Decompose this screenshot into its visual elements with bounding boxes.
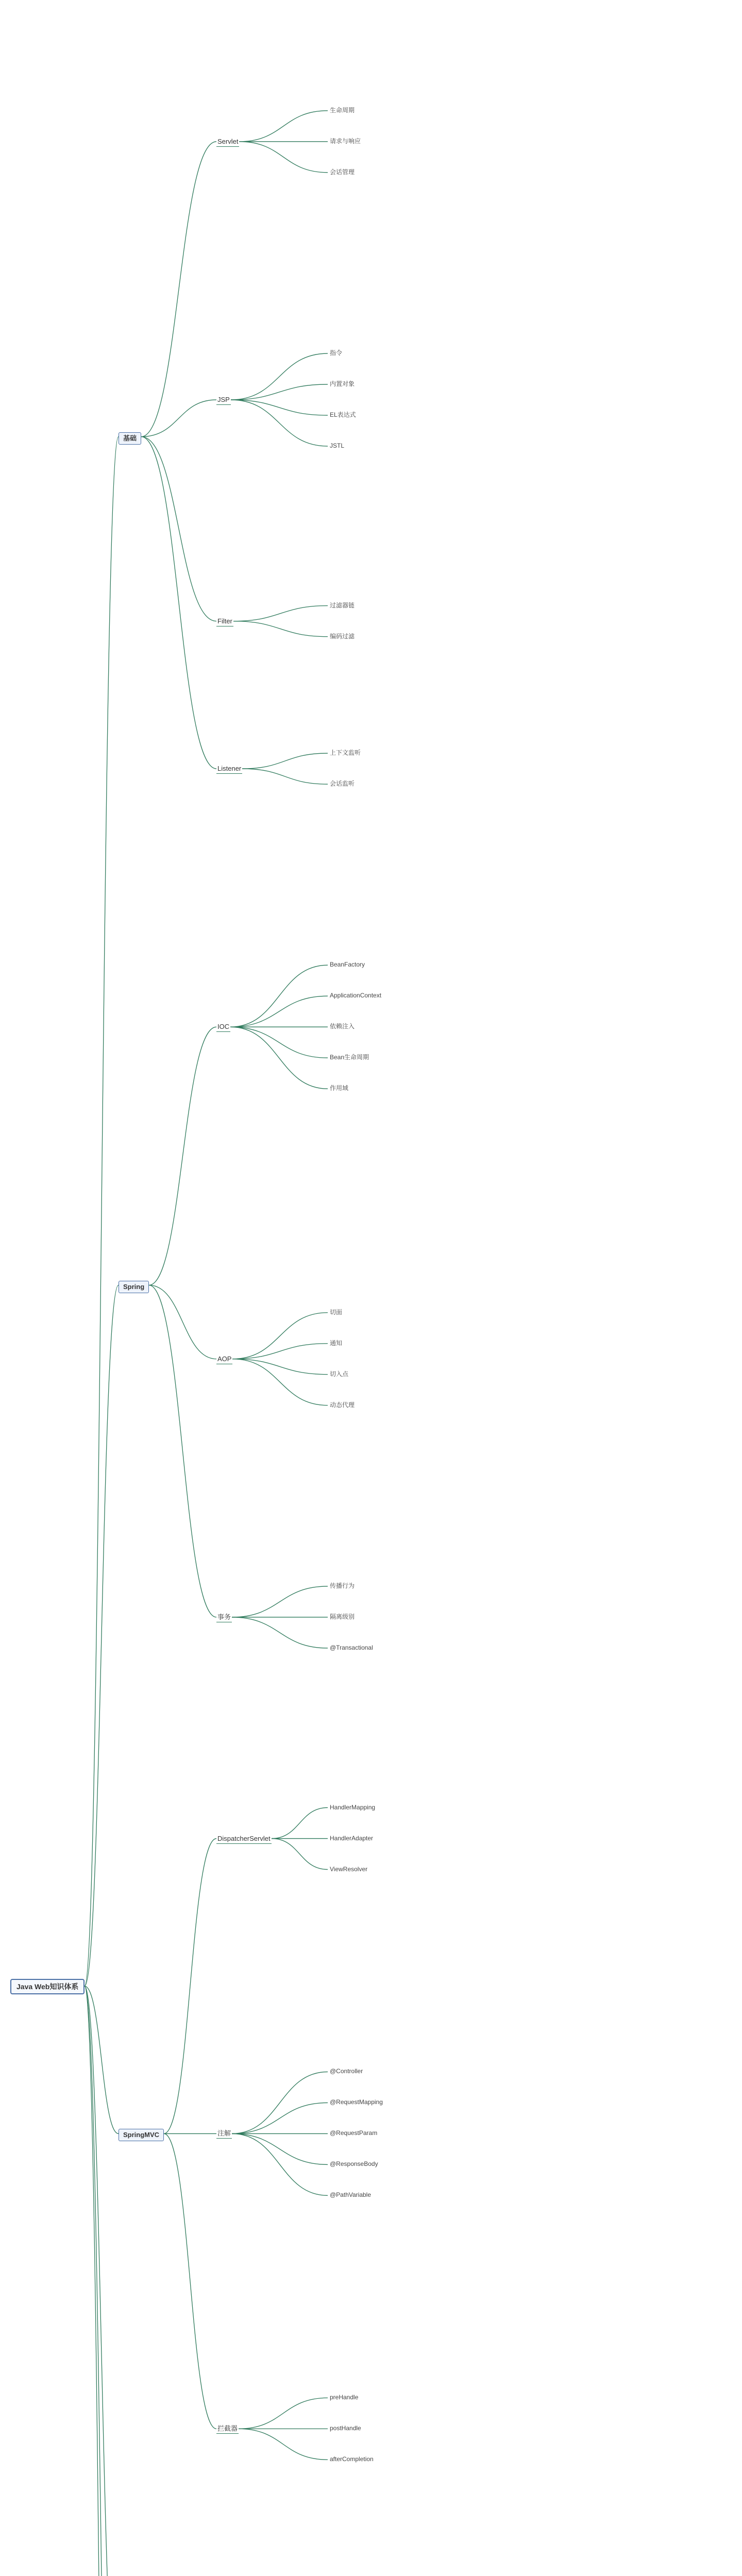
leaf-node: 生命周期 (330, 106, 355, 114)
leaf-node: @RequestParam (330, 2129, 378, 2137)
leaf-node: 作用域 (330, 1084, 349, 1092)
leaf-node: 过滤器链 (330, 601, 355, 609)
branch-node: SpringMVC (119, 2129, 164, 2141)
leaf-node: 通知 (330, 1339, 343, 1347)
leaf-node: 内置对象 (330, 380, 355, 388)
leaf-node: @Transactional (330, 1643, 373, 1651)
leaf-node: 指令 (330, 349, 343, 357)
leaf-node: afterCompletion (330, 2455, 374, 2463)
leaf-node: 上下文监听 (330, 749, 361, 757)
leaf-node: 编码过滤 (330, 632, 355, 640)
leaf-node: @PathVariable (330, 2191, 372, 2199)
leaf-node: @Controller (330, 2067, 363, 2075)
topic-node: DispatcherServlet (216, 1834, 272, 1844)
leaf-node: 传播行为 (330, 1582, 355, 1589)
topic-node: 注解 (216, 2129, 232, 2139)
leaf-node: 请求与响应 (330, 137, 361, 145)
leaf-node: HandlerMapping (330, 1803, 376, 1811)
branch-node: 基础 (119, 432, 141, 445)
leaf-node: JSTL (330, 442, 345, 450)
topic-node: Filter (216, 617, 233, 626)
leaf-node: preHandle (330, 2394, 359, 2401)
leaf-node: 会话监听 (330, 780, 355, 788)
leaf-node: ApplicationContext (330, 992, 382, 999)
topic-node: JSP (216, 395, 231, 405)
topic-node: Servlet (216, 137, 239, 147)
leaf-node: @RequestMapping (330, 2098, 383, 2106)
leaf-node: ViewResolver (330, 1865, 368, 1873)
leaf-node: @ResponseBody (330, 2160, 378, 2168)
topic-node: IOC (216, 1022, 230, 1032)
leaf-node: 切面 (330, 1308, 343, 1316)
topic-node: Listener (216, 764, 242, 774)
leaf-node: 依赖注入 (330, 1023, 355, 1030)
topic-node: 拦截器 (216, 2424, 239, 2434)
leaf-node: HandlerAdapter (330, 1834, 374, 1842)
leaf-node: 切入点 (330, 1370, 349, 1378)
branch-node: Spring (119, 1281, 149, 1293)
leaf-node: 隔离级别 (330, 1613, 355, 1620)
leaf-node: 动态代理 (330, 1401, 355, 1409)
leaf-node: BeanFactory (330, 961, 365, 969)
leaf-node: EL表达式 (330, 411, 356, 419)
root-node: Java Web知识体系 (10, 1979, 85, 1994)
leaf-node: postHandle (330, 2425, 361, 2432)
topic-node: AOP (216, 1354, 232, 1364)
topic-node: 事务 (216, 1613, 232, 1622)
leaf-node: 会话管理 (330, 168, 355, 176)
leaf-node: Bean生命周期 (330, 1054, 369, 1061)
